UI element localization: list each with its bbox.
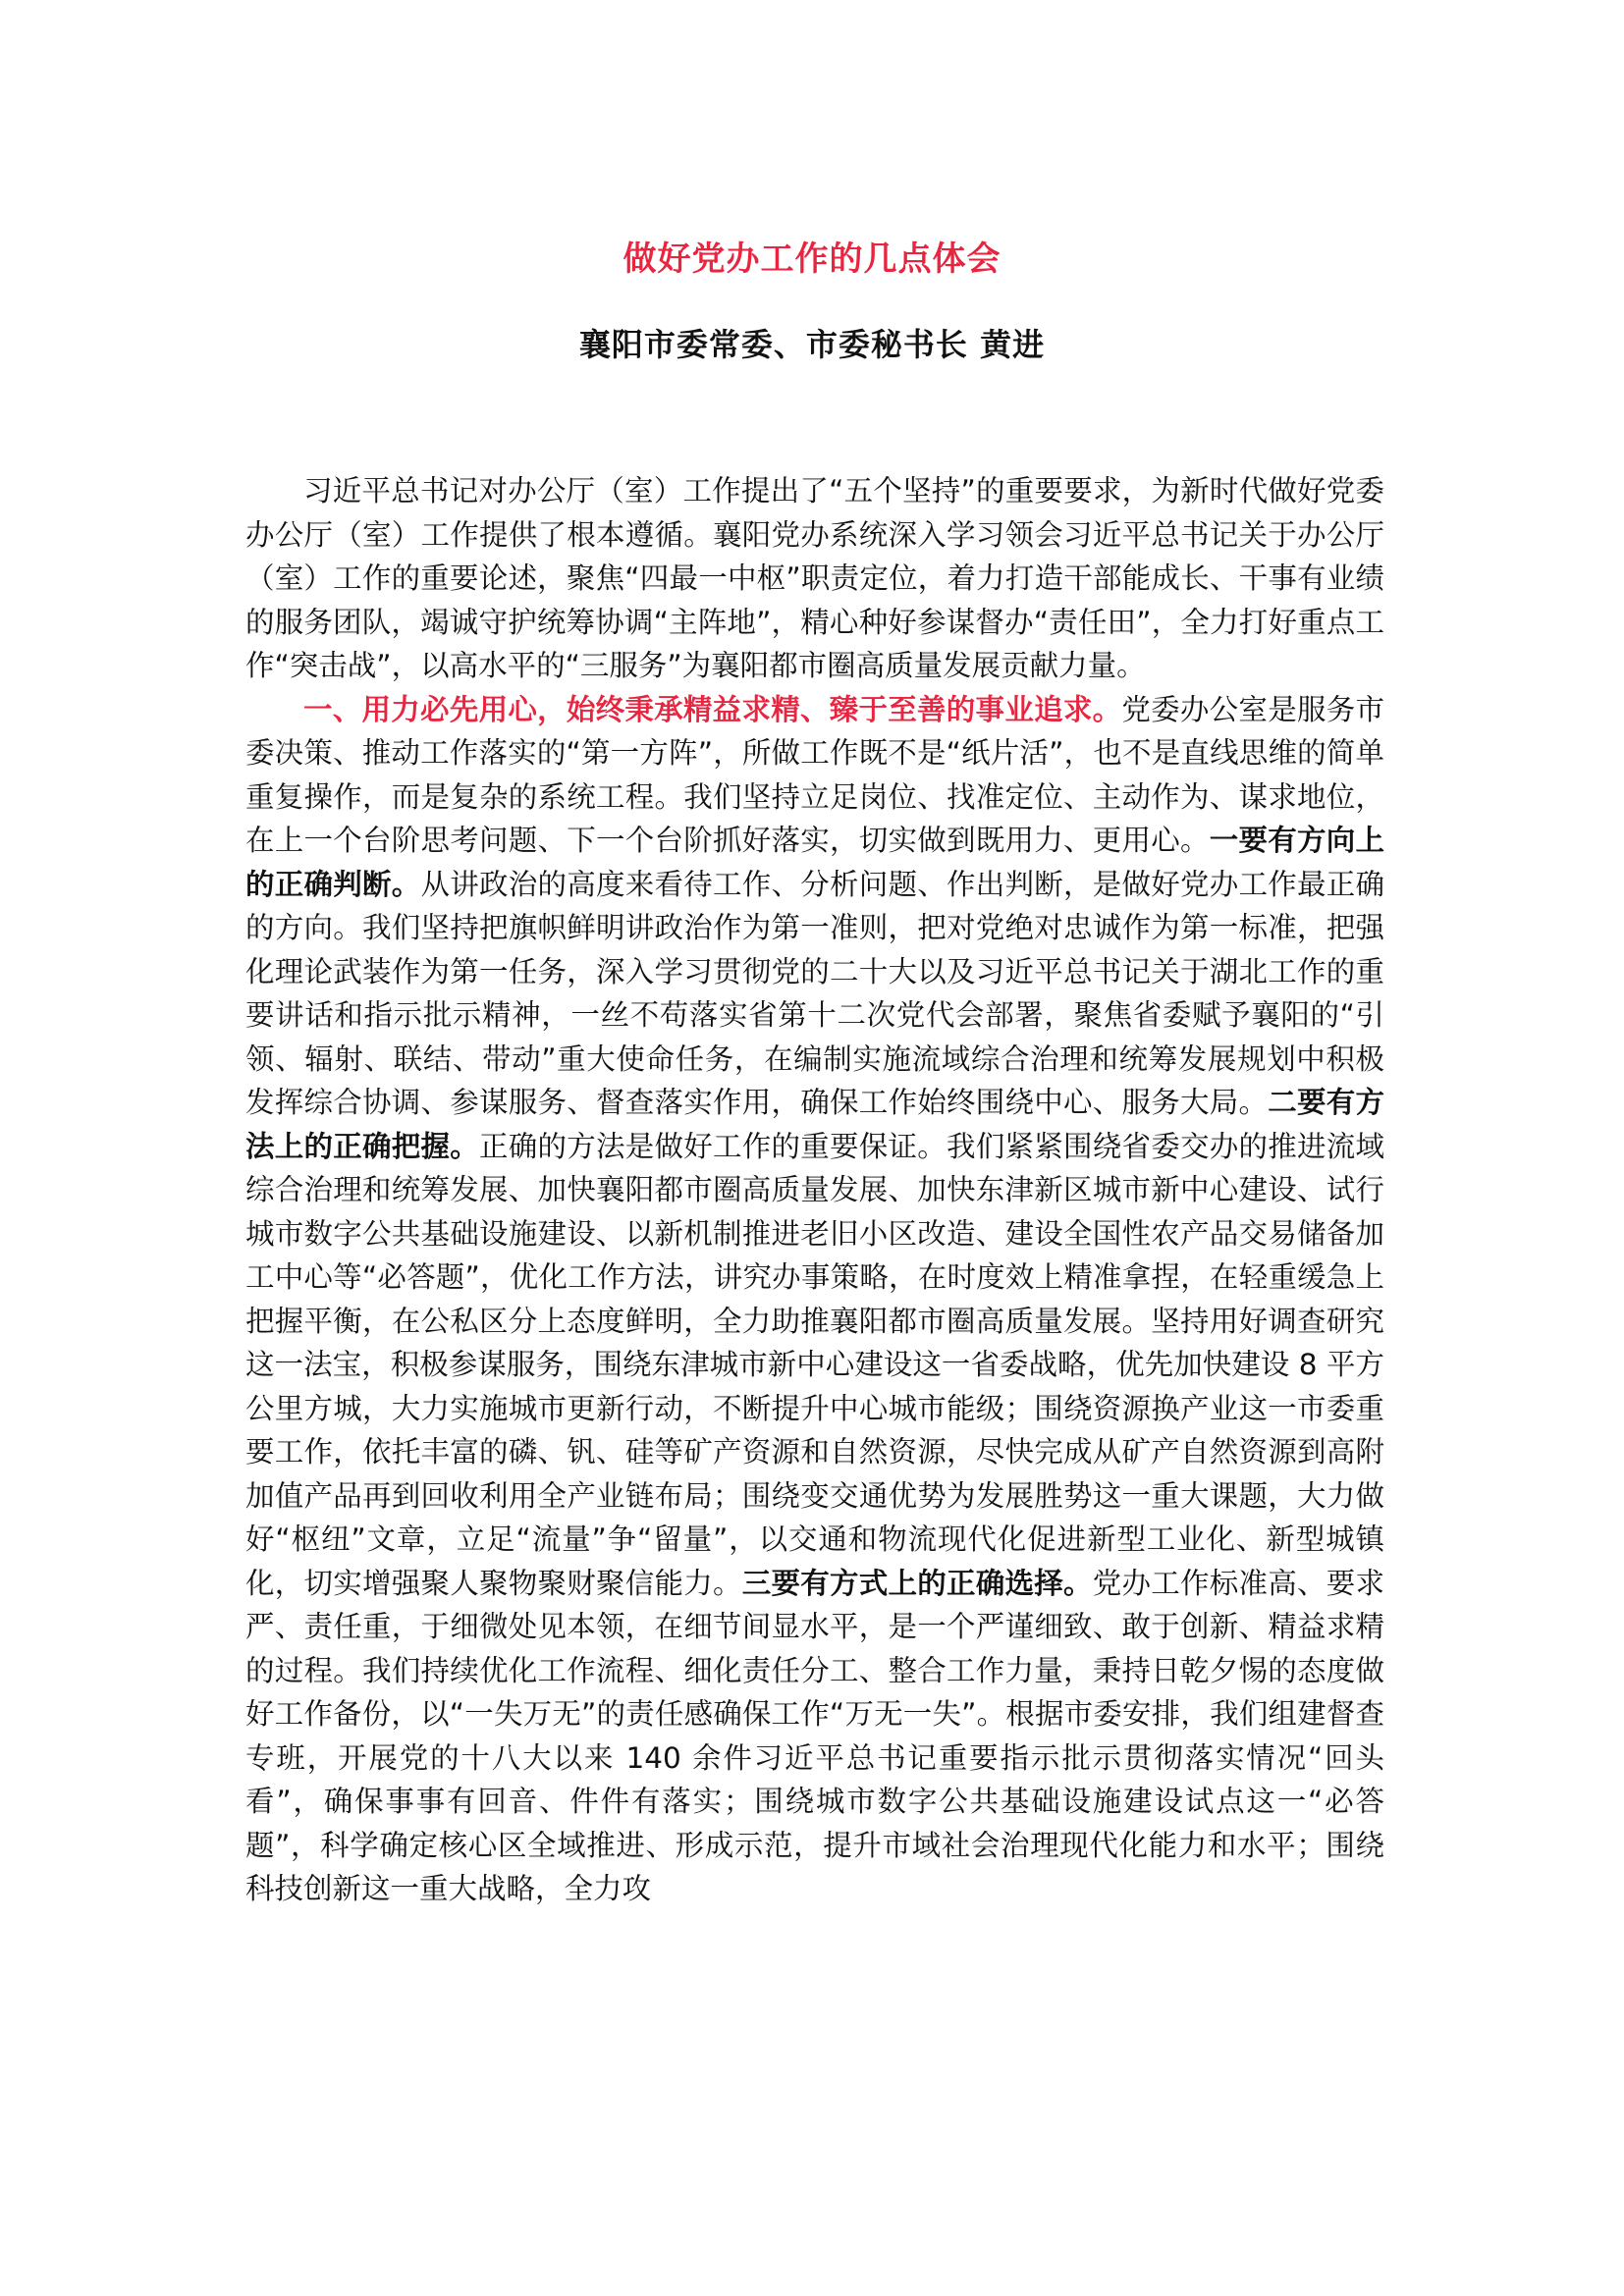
point-2-text: 正确的方法是做好工作的重要保证。我们紧紧围绕省委交办的推进流域综合治理和统筹发展、加快襄阳都市圈高质量发展、加快东津新区城市新中心建设、试行城市数字公共基础设施建设、以新机制推进老旧小区改造、建设全国性农产品交易储备加工中心等“必答题”，优化工作方法，讲究办事策略，在时度效上精准拿捏，在轻重缓急上把握平衡，在公私区分上态度鲜明，全力助推襄阳都市圈高质量发展。坚持用好调查研究这一法宝，积极参谋服务，围绕东津城市新中心建设这一省委战略，优先加快建设 8 平方公里方城，大力实施城市更新行动，不断提升中心城市能级；围绕资源换产业这一市委重要工作，依托丰富的磷、钒、硅等矿产资源和自然资源，尽快完成从矿产自然资源到高附加值产品再到回收利用全产业链布局；围绕变交通优势为发展胜势这一重大课题，大力做好“枢纽”文章，立足“流量”争“留量”，以交通和物流现代化促进新型工业化、新型城镇化，切实增强聚人聚物聚财聚信能力。 [245,1129,1384,1600]
section-1-heading: 一、用力必先用心，始终秉承精益求精、臻于至善的事业追求。 [303,692,1122,726]
intro-paragraph: 习近平总书记对办公厅（室）工作提出了“五个坚持”的重要要求，为新时代做好党委办公厅（室）工作提供了根本遵循。襄阳党办系统深入学习领会习近平总书记关于办公厅（室）工作的重要论述，聚焦“四最一中枢”职责定位，着力打造干部能成长、干事有业绩的服务团队，竭诚守护统筹协调“主阵地”，精心种好参谋督办“责任田”，全力打好重点工作“突击战”，以高水平的“三服务”为襄阳都市圈高质量发展贡献力量。 [245,474,1384,682]
author-byline: 襄阳市委常委、市委秘书长 黄进 [578,326,1046,363]
point-3-text: 党办工作标准高、要求严、责任重，于细微处见本领，在细节间显水平，是一个严谨细致、敢于创新、精益求精的过程。我们持续优化工作流程、细化责任分工、整合工作力量，秉持日乾夕惕的态度做好工作备份，以“一失万无”的责任感确保工作“万无一失”。根据市委安排，我们组建督查专班，开展党的十八大以来 140 余件习近平总书记重要指示批示贯彻落实情况“回头看”，确保事事有回音、件件有落实；围绕城市数字公共基础设施建设试点这一“必答题”，科学确定核心区全域推进、形成示范，提升市域社会治理现代化能力和水平；围绕科技创新这一重大战略，全力攻 [245,1566,1384,1905]
document-title: 做好党办工作的几点体会 [623,240,1001,279]
point-2-heading: 二要有方法上的正确把握。 [245,1086,1384,1163]
section-1-text: 党委办公室是服务市委决策、推动工作落实的“第一方阵”，所做工作既不是“纸片活”，也不是直线思维的简单重复操作，而是复杂的系统工程。我们坚持立足岗位、找准定位、主动作为、谋求地位，在上一个台阶思考问题、下一个台阶抓好落实，切实做到既用力、更用心。 [245,692,1384,857]
point-1-text: 从讲政治的高度来看待工作、分析问题、作出判断，是做好党办工作最正确的方向。我们坚持把旗帜鲜明讲政治作为第一准则，把对党绝对忠诚作为第一标准，把强化理论武装作为第一任务，深入学习贯彻党的二十大以及习近平总书记关于湖北工作的重要讲话和指示批示精神，一丝不苟落实省第十二次党代会部署，聚焦省委赋予襄阳的“引领、辐射、联结、带动”重大使命任务，在编制实施流域综合治理和统筹发展规划中积极发挥综合协调、参谋服务、督查落实作用，确保工作始终围绕中心、服务大局。 [245,867,1384,1119]
point-3-heading: 三要有方式上的正确选择。 [741,1566,1093,1600]
document-body [245,469,1384,1911]
section-1-paragraph [245,688,1384,1911]
point-1-heading: 一要有方向上的正确判断。 [245,824,1384,901]
